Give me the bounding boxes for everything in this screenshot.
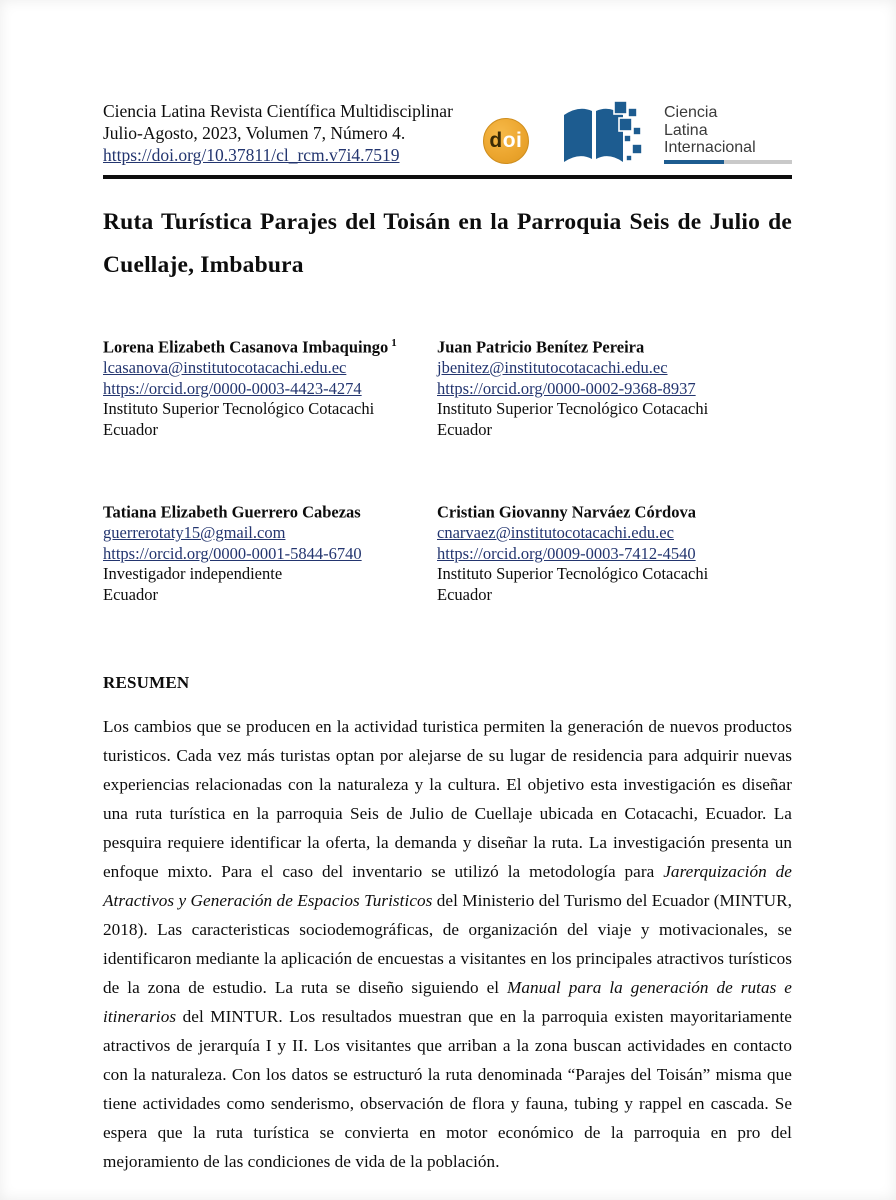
author-orcid-link[interactable]: https://orcid.org/0000-0002-9368-8937 — [437, 378, 696, 398]
author-block-2 — [437, 333, 792, 440]
author-block-4 — [437, 498, 792, 605]
author-country: Ecuador — [103, 419, 158, 439]
author-orcid-link[interactable]: https://orcid.org/0000-0003-4423-4274 — [103, 378, 362, 398]
ciencia-latina-logo — [562, 100, 792, 166]
author-affiliation: Instituto Superior Tecnológico Cotacachi — [437, 399, 709, 418]
author-block-3 — [103, 498, 437, 605]
authors-grid — [103, 333, 792, 605]
author-country: Ecuador — [103, 584, 158, 604]
author-name: Juan Patricio Benítez Pereira — [437, 337, 645, 357]
author-email-link[interactable]: lcasanova@institutocotacachi.edu.ec — [103, 358, 347, 377]
journal-issue: Julio-Agosto, 2023, Volumen 7, Número 4. — [103, 123, 406, 143]
paper-title: Ruta Turística Parajes del Toisán en la Parroquia Seis de Julio de Cuellaje, Imbabura — [103, 209, 792, 278]
author-affiliation: Investigador independiente — [103, 564, 283, 583]
journal-header — [103, 100, 792, 166]
header-divider — [103, 175, 792, 179]
logo-underline — [664, 160, 792, 164]
author-affiliation: Instituto Superior Tecnológico Cotacachi — [437, 564, 709, 583]
open-book-icon — [562, 100, 662, 166]
author-name: Lorena Elizabeth Casanova Imbaquingo $^1$ — [103, 337, 397, 357]
logo-line-3: Internacional — [664, 139, 756, 156]
author-affiliation: Instituto Superior Tecnológico Cotacachi — [103, 399, 375, 418]
doi-link[interactable]: https://doi.org/10.37811/cl_rcm.v7i4.7519 — [103, 145, 400, 165]
author-orcid-link[interactable]: https://orcid.org/0000-0001-5844-6740 — [103, 543, 362, 563]
doi-badge-d: d — [489, 129, 503, 152]
author-name: Tatiana Elizabeth Guerrero Cabezas — [103, 502, 361, 522]
author-email-link[interactable]: jbenitez@institutocotacachi.edu.ec — [437, 358, 668, 377]
journal-info — [103, 100, 453, 166]
doi-badge-oi: oi — [502, 129, 523, 152]
doi-badge-icon — [483, 118, 529, 164]
logo-line-2: Latina — [664, 121, 708, 139]
author-country: Ecuador — [437, 419, 492, 439]
author-block-1 — [103, 333, 437, 440]
logo-wordmark — [664, 100, 792, 164]
author-email-link[interactable]: guerrerotaty15@gmail.com — [103, 523, 286, 542]
author-affiliation-mark: 1 — [391, 337, 397, 349]
logo-line-1: Ciencia — [664, 104, 718, 121]
author-email-link[interactable]: cnarvaez@institutocotacachi.edu.ec — [437, 523, 674, 542]
abstract-text: Los cambios que se producen en la actividad turistica permiten la generación de nuevos productos turisticos. Cada vez más turistas optan por alejarse de su lugar de residencia para adquirir nuevas experiencias relacionadas con la naturaleza y la cultura. El objetivo esta investigación es diseñar una ruta turística en la parroquia Seis de Julio de Cuellaje ubicada en Cotacachi, Ecuador. La pesquira requiere identificar la oferta, la demanda y diseñar la ruta. La investigación presenta un enfoque mixto. Para el caso del inventario se utilizó la metodología para Jarerquización de Atractivos y Generación de Espacios Turisticos del Ministerio del Turismo del Ecuador (MINTUR, 2018). Las caracteristicas sociodemográficas, de organización del viaje y motivacionales, se identificaron mediante la aplicación de encuestas a visitantes en los principales atractivos turísticos de la zona de estudio. La ruta se diseño siguiendo el Manual para la generación de rutas e itinerarios del MINTUR. Los resultados muestran que en la parroquia existen mayoritariamente atractivos de jerarquía I y II. Los visitantes que arriban a la zona buscan actividades en contacto con la naturaleza. Con los datos se estructuró la ruta denominada “Parajes del Toisán” misma que tiene actividades como senderismo, observación de flora y fauna, tubing y rappel en cascada. Se espera que la ruta turística se convierta en motor económico de la parroquia en pro del mejoramiento de las condiciones de vida de la población. — [103, 717, 792, 1171]
abstract-heading: RESUMEN — [103, 673, 190, 692]
author-name: Cristian Giovanny Narváez Córdova — [437, 502, 696, 522]
author-country: Ecuador — [437, 584, 492, 604]
author-orcid-link[interactable]: https://orcid.org/0009-0003-7412-4540 — [437, 543, 696, 563]
journal-name: Ciencia Latina Revista Científica Multidisciplinar — [103, 101, 453, 121]
